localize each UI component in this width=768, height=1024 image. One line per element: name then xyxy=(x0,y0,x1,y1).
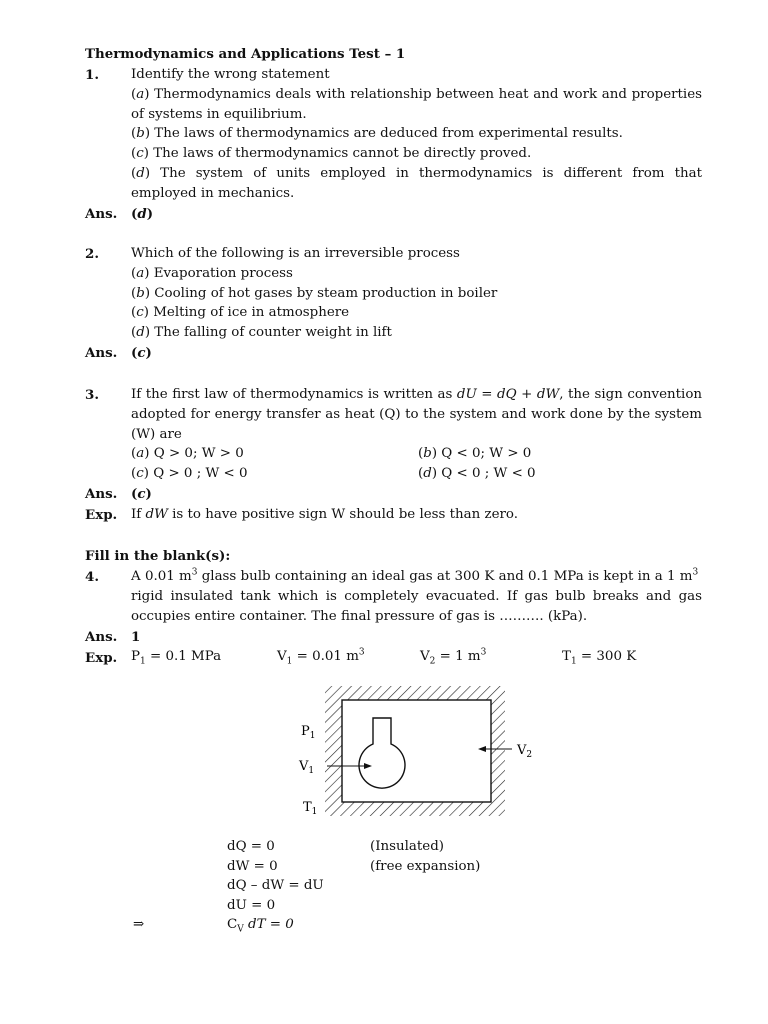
implies-symbol: ⇒ xyxy=(133,917,145,932)
q3-stem: If the first law of thermodynamics is written as dU = dQ + dW, the sign convention adopted for energy transfer as heat (Q) to the system and work done by the system (W) are xyxy=(131,387,703,442)
q2-stem: Which of the following is an irreversible process xyxy=(131,246,460,261)
given-t1: $T_1 = 300$ K xyxy=(562,649,637,667)
diagram-label-p1: $P_1$ xyxy=(301,724,316,741)
page-title: Thermodynamics and Applications Test – 1 xyxy=(85,46,406,62)
q3-number: 3. xyxy=(85,387,99,403)
given-v1: $V_1 = 0.01$ $m^3$ xyxy=(277,647,365,667)
given-v2: $V_2 = 1$ $m^3$ xyxy=(420,647,487,667)
q2-answer: (c) xyxy=(131,345,152,361)
q2-option-a: (a) Evaporation process xyxy=(131,266,293,281)
q4-explanation-label: Exp. xyxy=(85,650,118,666)
q2-option-b: (b) Cooling of hot gases by steam production in boiler xyxy=(131,286,498,301)
q3-answer-label: Ans. xyxy=(85,486,118,502)
q2-answer-label: Ans. xyxy=(85,345,118,361)
q3-explanation: If dW is to have positive sign W should be less than zero. xyxy=(131,507,518,522)
q3-option-b: (b) Q < 0; W > 0 xyxy=(418,446,532,461)
q1-option-d: (d) The system of units employed in thermodynamics is different from that employed in mechanics. xyxy=(131,166,702,201)
q2-option-d: (d) The falling of counter weight in lift xyxy=(131,325,392,340)
tank-diagram xyxy=(280,678,550,828)
q3-option-a: (a) Q > 0; W > 0 xyxy=(131,446,244,461)
diagram-label-v2: $V_2$ xyxy=(517,743,533,760)
q1-option-a: (a) Thermodynamics deals with relationship between heat and work and properties of systems in equilibrium. xyxy=(131,87,702,122)
step-2: dW = 0 xyxy=(227,859,278,874)
q2-option-c: (c) Melting of ice in atmosphere xyxy=(131,305,350,320)
step-1-note: (Insulated) xyxy=(370,839,445,854)
q3-option-c: (c) Q > 0 ; W < 0 xyxy=(131,466,248,481)
q3-explanation-label: Exp. xyxy=(85,507,118,523)
q2-number: 2. xyxy=(85,246,99,262)
step-5: $C_V$ dT = 0 xyxy=(227,917,294,935)
step-4: dU = 0 xyxy=(227,898,276,913)
step-2-note: (free expansion) xyxy=(370,859,481,874)
q1-answer-label: Ans. xyxy=(85,206,118,222)
q1-number: 1. xyxy=(85,67,99,83)
q4-answer: 1 xyxy=(131,629,141,645)
q1-option-c: (c) The laws of thermodynamics cannot be directly proved. xyxy=(131,146,532,161)
q1-answer: (d) xyxy=(131,206,154,222)
diagram-label-t1: $T_1$ xyxy=(303,800,318,817)
q4-line2: rigid insulated tank which is completely evacuated. If gas bulb breaks and gas occupies entire container. The final pressure of gas is ………. (kPa). xyxy=(131,589,702,624)
q4-answer-label: Ans. xyxy=(85,629,118,645)
diagram-label-v1: $V_1$ xyxy=(299,759,315,776)
q3-option-d: (d) Q < 0 ; W < 0 xyxy=(418,466,536,481)
fill-in-heading: Fill in the blank(s): xyxy=(85,548,231,564)
q1-stem: Identify the wrong statement xyxy=(131,67,330,82)
step-3: dQ – dW = dU xyxy=(227,878,324,893)
given-p1: $P_1 = 0.1$ MPa xyxy=(131,649,222,667)
q4-number: 4. xyxy=(85,569,99,585)
q4-line1: A 0.01 $m^3$ glass bulb containing an ideal gas at 300 K and 0.1 MPa is kept in a 1 $m^3$ xyxy=(131,567,699,584)
step-1: dQ = 0 xyxy=(227,839,275,854)
q3-answer: (c) xyxy=(131,486,152,502)
q1-option-b: (b) The laws of thermodynamics are deduced from experimental results. xyxy=(131,126,623,141)
